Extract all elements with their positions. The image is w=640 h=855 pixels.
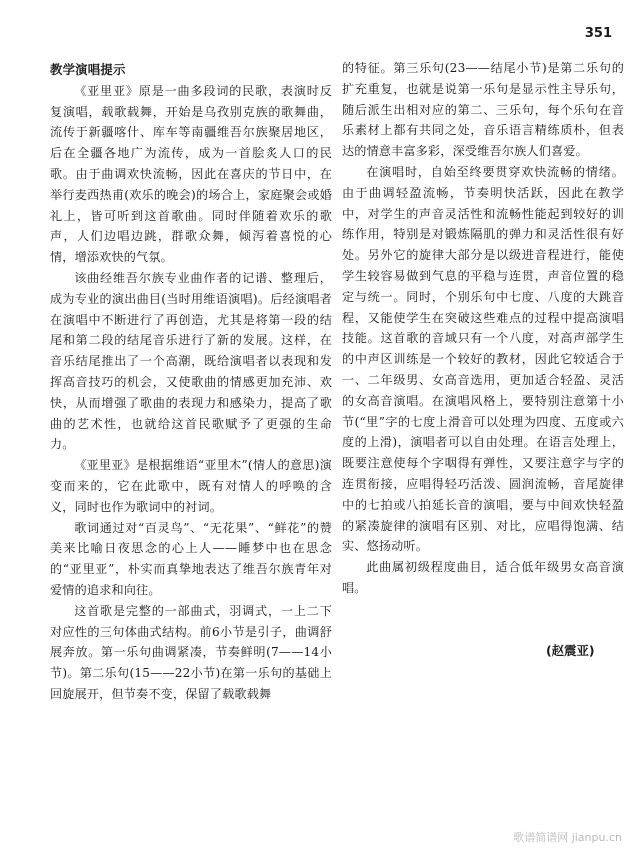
paragraph-structure-continued: 的特征。第三乐句(23——结尾小节)是第二乐句的扩充重复，也就是说第一乐句是显示性主导乐句，随后派生出相对应的第二、三乐句，每个乐句在音乐素材上都有共同之处，音乐语言精练质朴，但表达的情意丰富多彩，深受维吾尔族人们喜爱。 xyxy=(342,61,624,159)
paragraph-title-meaning: 《亚里亚》是根据维语“亚里木”(情人的意思)演变而来的，它在此歌中，既有对情人的呼唤的含义，同时也作为歌词中的衬词。 xyxy=(50,458,332,514)
paragraph-level: 此曲属初级程度曲目，适合低年级男女高音演唱。 xyxy=(342,560,624,595)
watermark: 歌谱简谱网 jianpu.cn xyxy=(513,831,622,844)
left-column xyxy=(50,60,332,705)
paragraph-structure: 这首歌是完整的一部曲式，羽调式，一上二下对应性的三句体曲式结构。前6小节是引子，曲调舒展奔放。第一乐句曲调紧凑，节奏鲜明(7——14小节)。第二乐句(15——22小节)在第一乐句的基础上回旋展开，但节奏不变，保留了载歌载舞 xyxy=(50,603,332,701)
paragraph-arrangement: 该曲经维吾尔族专业曲作者的记谱、整理后，成为专业的演出曲目(当时用维语演唱)。后经演唱者在演唱中不断进行了再创造，尤其是将第一段的结尾和第二段的结尾音乐进行了新的发展。这样，在音乐结尾推出了一个高潮，既给演唱者以表现和发挥高音技巧的机会，又使歌曲的情感更加充沛、欢快，从而增强了歌曲的表现力和感染力，提高了歌曲的艺术性，也就给这首民歌赋予了更强的生命力。 xyxy=(50,270,332,452)
page-number: 351 xyxy=(584,26,612,41)
paragraph-lyrics: 歌词通过对“百灵鸟”、“无花果”、“鲜花”的赞美来比喻日夜思念的心上人——睡梦中也在思念的“亚里亚”，朴实而真挚地表达了维吾尔族青年对爱情的追求和向往。 xyxy=(50,520,332,597)
paragraph-intro: 《亚里亚》原是一曲多段词的民歌，表演时反复演唱，载歌载舞，开始是乌孜别克族的歌舞曲，流传于新疆喀什、库车等南疆维吾尔族聚居地区，后在全疆各地广为流传，成为一首脍炙人口的民歌。由于曲调欢快流畅，因此在喜庆的节日中，在举行麦西热甫(欢乐的晚会)的场合上，家庭聚会或婚礼上，皆可听到这首歌曲。同时伴随着欢乐的歌声，人们边唱边跳，群歌众舞，倾泻着喜悦的心情，增添欢快的气氛。 xyxy=(50,83,332,265)
paragraph-performance: 在演唱时，自始至终要贯穿欢快流畅的情绪。由于曲调轻盈流畅，节奏明快活跃，因此在教学中，对学生的声音灵活性和流畅性能起到较好的训练作用，特别是对锻炼隔肌的弹力和灵活性很有好处。另外它的旋律大部分是以级进音程进行，能使学生较容易做到气息的平稳与连贯，声音位置的稳定与统一。同时，个别乐句中七度、八度的大跳音程，又能使学生在突破这些难点的过程中提高演唱技能。这首歌的音域只有一个八度，对高声部学生的中声区训练是一个较好的教材，因此它较适合于一、二年级男、女高音选用，更加适合轻盈、灵活的女高音演唱。在演唱风格上，要特别注意第十小节(“里”字的七度上滑音可以处理为四度、五度或六度的上滑)，演唱者可以自由处理。在语言处理上，既要注意使每个字咽得有弹性，又要注意字与字的连贯衔接，应唱得轻巧活泼、圆润流畅，音尾旋律中的七拍或八拍延长音的演唱，要与中间欢快轻盈的紧凑旋律的演唱有区别、对比，应唱得饱满、结实、悠扬动听。 xyxy=(342,164,624,554)
right-column xyxy=(342,58,624,599)
section-heading: 教学演唱提示 xyxy=(50,62,126,77)
author-credit: (赵震亚) xyxy=(546,643,595,658)
